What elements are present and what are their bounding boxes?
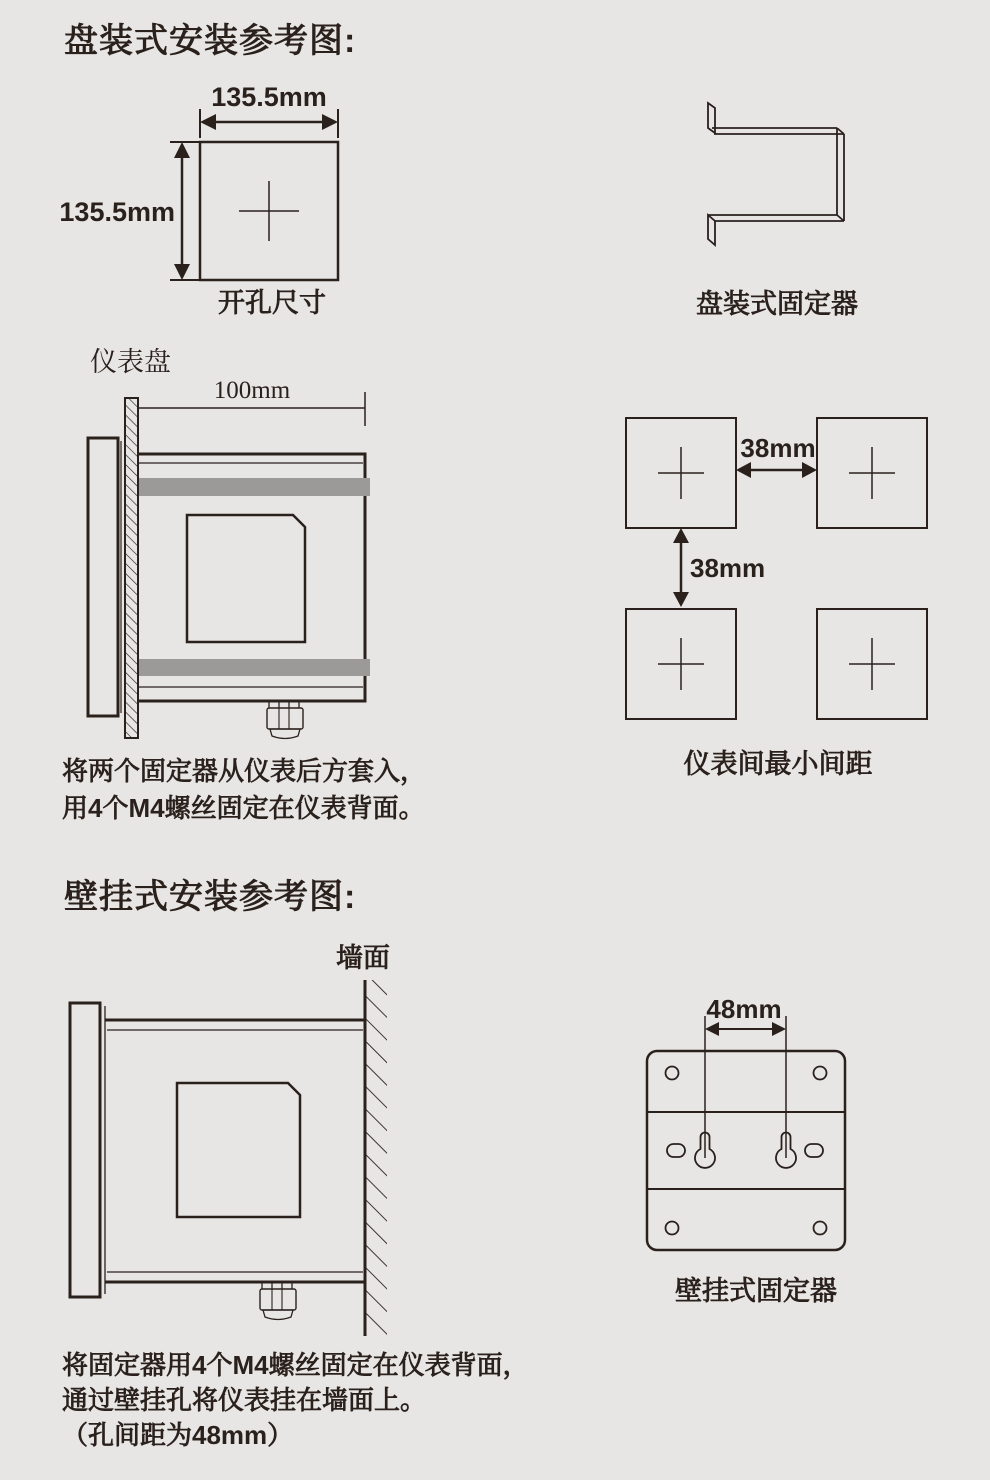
cable-gland [267,701,303,739]
panel-mount-note [62,753,426,827]
cutout-caption: 开孔尺寸 [218,288,326,318]
panel-bracket-shape [708,103,844,245]
fixer-bar-bottom [138,659,370,676]
screw-hole [814,1067,827,1080]
cutout-square [200,142,338,280]
panel-bracket-diagram [650,80,950,330]
wall-mount-note [62,1348,529,1453]
cutout-width-label: 135.5mm [211,82,327,112]
wall-fixer-diagram [600,980,990,1330]
screw-hole [666,1067,679,1080]
body-label-area [187,515,305,642]
fixer-plate [647,1051,845,1250]
min-spacing-caption: 仪表间最小间距 [683,749,873,779]
wall-surface [365,980,387,1336]
instrument-body [105,1020,365,1282]
cutout-dimension-diagram [20,80,440,330]
wall-fixer-caption: 壁挂式固定器 [675,1276,837,1306]
horizontal-spacing-arrow [736,462,817,478]
min-spacing-diagram [600,390,990,810]
screw-hole [666,1222,679,1235]
front-bezel [88,438,121,716]
fixer-bar-top [138,478,370,496]
front-bezel [70,1003,105,1297]
wall-surface-label: 墙面 [336,943,390,973]
panel-mount-section-title: 盘装式安装参考图: [64,22,357,60]
note-line: 将两个固定器从仪表后方套入， [62,756,427,786]
oval-slot [805,1144,823,1157]
hole-spacing-label: 48mm [706,994,782,1024]
wall-mount-section-title: 壁挂式安装参考图: [64,878,357,916]
width-dimension [200,109,338,138]
note-line: 将固定器用4个M4螺丝固定在仪表背面， [62,1350,529,1380]
screw-hole [814,1222,827,1235]
panel-wall [125,398,138,738]
vertical-spacing-label: 38mm [690,553,766,583]
note-line: 通过壁挂孔将仪表挂在墙面上。 [62,1385,427,1415]
cable-gland [260,1282,296,1320]
oval-slot [667,1144,685,1157]
panel-bracket-caption: 盘装式固定器 [696,289,858,319]
instrument-panel-label: 仪表盘 [90,347,171,377]
note-line: （孔间距为48mm） [62,1420,294,1450]
instrument-body [126,454,370,701]
vertical-spacing-arrow [673,528,689,607]
cutout-height-label: 135.5mm [59,197,175,227]
body-label-area [177,1083,300,1217]
center-cross [239,181,299,241]
note-line: 用4个M4螺丝固定在仪表背面。 [62,793,425,823]
hole-spacing-dimension [705,1016,786,1158]
horizontal-spacing-label: 38mm [740,433,816,463]
panel-side-view-diagram [60,340,410,750]
depth-dimension-label: 100mm [213,377,291,404]
wall-side-view-diagram [50,930,450,1340]
